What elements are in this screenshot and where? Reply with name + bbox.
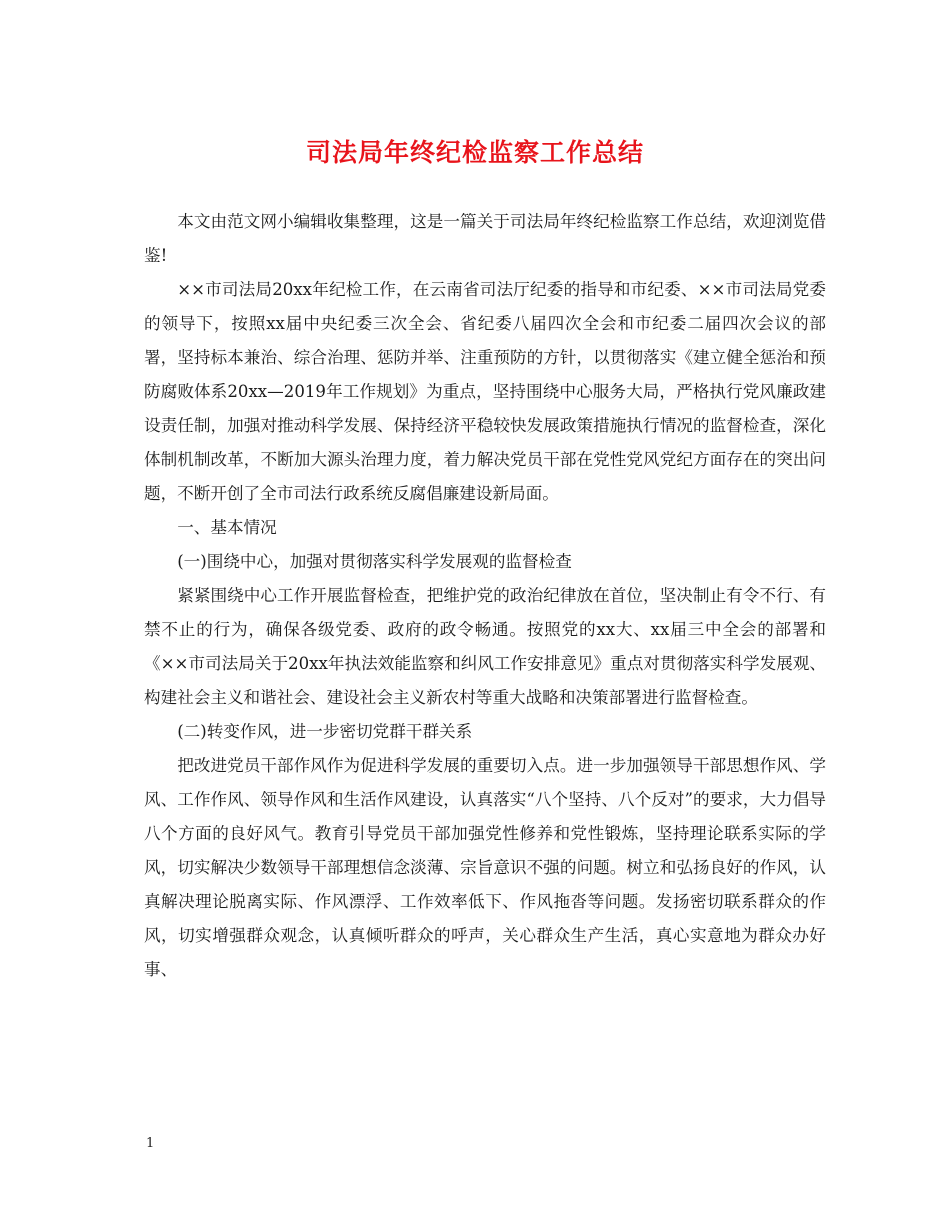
section-heading-basic-situation: 一、基本情况 <box>177 518 277 537</box>
paragraph-overview: ××市司法局20xx年纪检工作，在云南省司法厅纪委的指导和市纪委、××市司法局党委的领导下，按照xx届中央纪委三次全会、省纪委八届四次全会和市纪委二届四次会议的部署，坚持标本兼治、综合治理、惩防并举、注重预防的方针，以贯彻落实《建立健全惩治和预防腐败体系20xx—2019年工作规划》为重点，坚持围绕中心服务大局，严格执行党风廉政建设责任制，加强对推动科学发展、保持经济平稳较快发展政策措施执行情况的监督检查，深化体制机制改革，不断加大源头治理力度，着力解决党员干部在党性党风党纪方面存在的突出问题，不断开创了全市司法行政系统反腐倡廉建设新局面。 <box>144 280 826 503</box>
page-title: 司法局年终纪检监察工作总结 <box>305 138 644 167</box>
paragraph-intro: 本文由范文网小编辑收集整理，这是一篇关于司法局年终纪检监察工作总结，欢迎浏览借鉴! <box>144 212 826 265</box>
paragraph-work-style: 把改进党员干部作风作为促进科学发展的重要切入点。进一步加强领导干部思想作风、学风、工作作风、领导作风和生活作风建设，认真落实“八个坚持、八个反对”的要求，大力倡导八个方面的良好风气。教育引导党员干部加强党性修养和党性锻炼，坚持理论联系实际的学风，切实解决少数领导干部理想信念淡薄、宗旨意识不强的问题。树立和弘扬良好的作风，认真解决理论脱离实际、作风漂浮、工作效率低下、作风拖沓等问题。发扬密切联系群众的作风，切实增强群众观念，认真倾听群众的呼声，关心群众生产生活，真心实意地为群众办好事、 <box>144 756 826 979</box>
page-number: 1 <box>146 1136 155 1151</box>
subsection-heading-1: (一)围绕中心，加强对贯彻落实科学发展观的监督检查 <box>177 552 572 571</box>
subsection-heading-2: (二)转变作风，进一步密切党群干群关系 <box>177 722 473 741</box>
document-body <box>144 205 826 987</box>
paragraph-supervision: 紧紧围绕中心工作开展监督检查，把维护党的政治纪律放在首位，坚决制止有令不行、有禁不止的行为，确保各级党委、政府的政令畅通。按照党的xx大、xx届三中全会的部署和《××市司法局关于20xx年执法效能监察和纠风工作安排意见》重点对贯彻落实科学发展观、构建社会主义和谐社会、建设社会主义新农村等重大战略和决策部署进行监督检查。 <box>144 586 826 707</box>
